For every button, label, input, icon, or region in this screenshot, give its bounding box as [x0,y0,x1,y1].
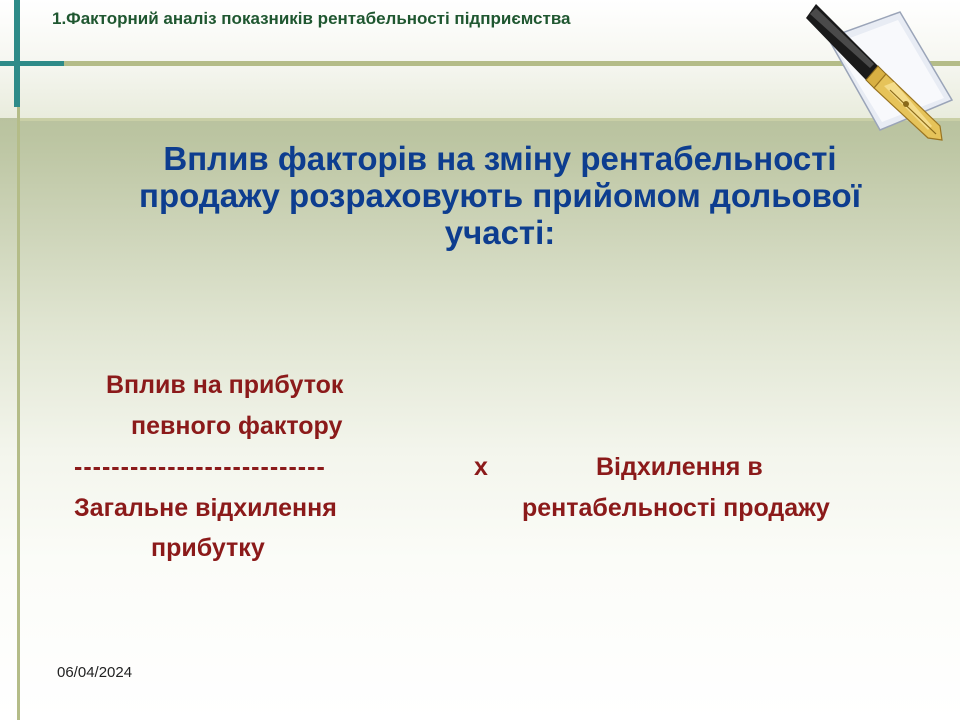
main-heading [60,140,940,251]
slide-date: 06/04/2024 [57,664,133,681]
header-title: 1.Факторний аналіз показників рентабельності підприємства [52,9,571,28]
formula-fraction-divider: --------------------------- [74,453,326,481]
formula-multiply-operator: х [474,453,488,481]
heading-line-2: продажу розраховують прийомом дольової [139,177,861,214]
header-accent-bar-teal [0,61,64,66]
heading-line-3: участі: [444,214,556,251]
formula-denominator-line-2: прибутку [151,534,265,562]
fountain-pen-icon [806,4,956,154]
formula-numerator-line-1: Вплив на прибуток [106,371,344,399]
formula-deviation-line-1: Відхилення в [596,453,763,481]
left-accent-bar-olive [17,107,20,720]
heading-line-1: Вплив факторів на зміну рентабельності [163,140,837,177]
formula-numerator-line-2: певного фактору [131,412,343,440]
formula-denominator-line-1: Загальне відхилення [74,494,337,522]
formula-deviation-line-2: рентабельності продажу [522,494,830,522]
left-accent-bar-teal [14,0,20,107]
